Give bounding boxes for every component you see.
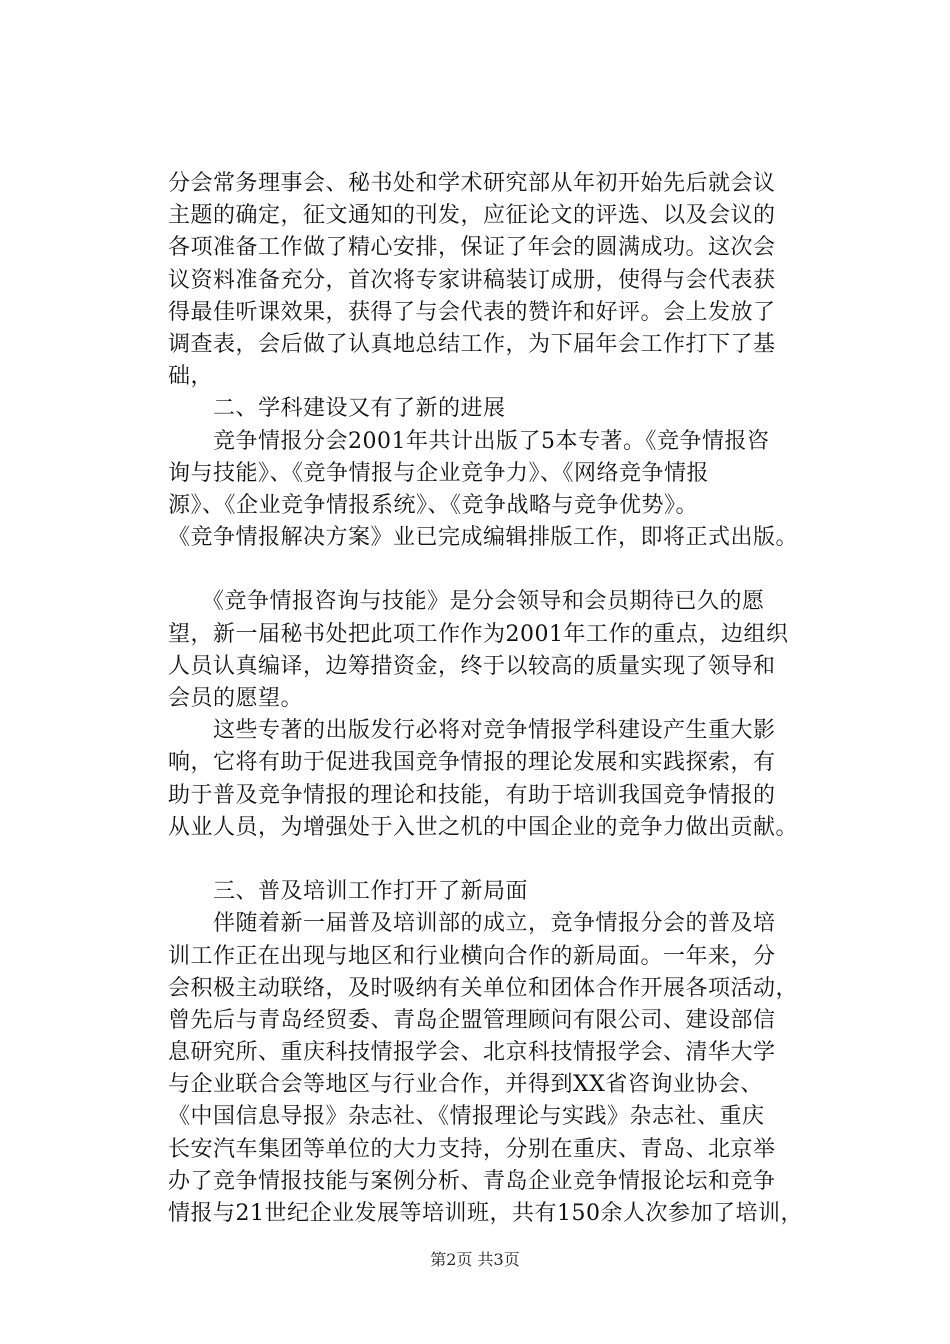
body-line: 助于普及竞争情报的理论和技能，有助于培训我国竞争情报的 (168, 782, 776, 808)
body-line: 《竞争情报咨询与技能》是分会领导和会员期待已久的愿 (168, 589, 765, 615)
body-line: 人员认真编译，边筹措资金，终于以较高的质量实现了领导和 (168, 653, 776, 679)
body-line: 会员的愿望。 (168, 686, 304, 711)
body-line: 望，新一届秘书处把此项工作作为2001年工作的重点，边组织 (168, 621, 789, 647)
body-line: 伴随着新一届普及培训部的成立，竞争情报分会的普及培 (168, 911, 776, 937)
body-line: 竞争情报分会2001年共计出版了5本专著。《竞争情报咨 (168, 428, 770, 454)
page-number: 第2页 共3页 (430, 1250, 520, 1269)
body-line: 情报与21世纪企业发展等培训班，共有150余人次参加了培训， (168, 1201, 803, 1226)
body-line: 训工作正在出现与地区和行业横向合作的新局面。一年来，分 (168, 943, 776, 969)
body-line: 从业人员，为增强处于入世之机的中国企业的竞争力做出贡献。 (168, 814, 799, 840)
body-line: 曾先后与青岛经贸委、青岛企盟管理顾问有限公司、建设部信 (168, 1007, 776, 1033)
section-heading: 二、学科建设又有了新的进展 (168, 396, 506, 422)
section-heading: 三、普及培训工作打开了新局面 (168, 879, 529, 905)
body-line: 息研究所、重庆科技情报学会、北京科技情报学会、清华大学 (168, 1040, 776, 1066)
body-line: 各项准备工作做了精心安排，保证了年会的圆满成功。这次会 (168, 235, 776, 261)
body-line: 分会常务理事会、秘书处和学术研究部从年初开始先后就会议 (168, 171, 776, 196)
body-line: 这些专著的出版发行必将对竞争情报学科建设产生重大影 (168, 718, 776, 744)
body-line: 办了竞争情报技能与案例分析、青岛企业竞争情报论坛和竞争 (168, 1168, 776, 1194)
body-line: 响，它将有助于促进我国竞争情报的理论发展和实践探索，有 (168, 750, 776, 776)
body-line: 询与技能》、《竞争情报与企业竞争力》、《网络竞争情报 (168, 460, 710, 486)
body-line: 会积极主动联络，及时吸纳有关单位和团体合作开展各项活动， (168, 975, 799, 1001)
body-line: 础， (168, 364, 214, 390)
body-line: 《竞争情报解决方案》业已完成编辑排版工作，即将正式出版。 (168, 525, 799, 551)
body-line: 主题的确定，征文通知的刊发，应征论文的评选、以及会议的 (168, 203, 776, 229)
body-line: 源》、《企业竞争情报系统》、《竞争战略与竞争优势》。 (168, 492, 699, 518)
body-line: 得最佳听课效果，获得了与会代表的赞许和好评。会上发放了 (168, 299, 776, 325)
body-line: 议资料准备充分，首次将专家讲稿装订成册，使得与会代表获 (168, 267, 776, 293)
body-line: 调查表，会后做了认真地总结工作，为下届年会工作打下了基 (168, 331, 776, 357)
body-line: 《中国信息导报》杂志社、《情报理论与实践》杂志社、重庆 (168, 1104, 765, 1130)
body-line: 长安汽车集团等单位的大力支持，分别在重庆、青岛、北京举 (168, 1136, 776, 1162)
body-line: 与企业联合会等地区与行业合作，并得到XX省咨询业协会、 (168, 1072, 763, 1098)
